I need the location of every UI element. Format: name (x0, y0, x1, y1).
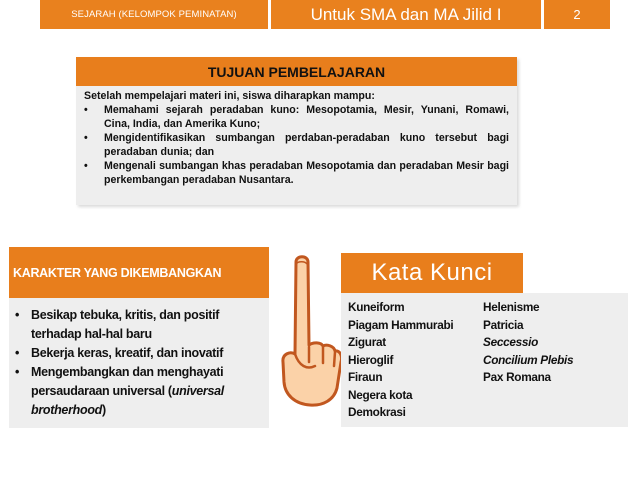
tujuan-panel (76, 57, 517, 205)
header-bar (40, 0, 610, 29)
keyword: Piagam Hammurabi (348, 317, 454, 332)
keyword: Patricia (483, 317, 524, 332)
kata-kunci-title: Kata Kunci (371, 259, 493, 286)
karakter-title: KARAKTER YANG DIKEMBANGKAN (13, 265, 222, 280)
keyword: Firaun (348, 370, 383, 384)
kata-kunci-right-column (483, 299, 573, 387)
keyword: Zigurat (348, 335, 386, 349)
bullet-icon: • (84, 104, 88, 116)
keyword: Seccessio (483, 335, 539, 349)
keyword: Pax Romana (483, 370, 551, 384)
tujuan-item: • Mengenali sumbangan khas peradaban Mesopotamia dan peradaban Mesir bagi perkembangan peradaban Nusantara. (84, 160, 509, 186)
karakter-title-bar (9, 247, 269, 298)
bullet-icon: • (15, 346, 20, 360)
karakter-list (9, 298, 269, 420)
tujuan-title: TUJUAN PEMBELAJARAN (207, 63, 386, 80)
keyword: Kuneiform (348, 300, 405, 314)
bullet-icon: • (84, 132, 88, 144)
karakter-panel (9, 298, 269, 428)
kata-kunci-panel (341, 293, 628, 427)
page-number: 2 (573, 7, 581, 22)
pointing-hand-icon (277, 250, 343, 408)
header-page-cell (544, 0, 610, 29)
tujuan-lead: Setelah mempelajari materi ini, siswa diharapkan mampu: (84, 90, 375, 102)
header-book-cell (271, 0, 541, 29)
header-book-title: Untuk SMA dan MA Jilid I (310, 4, 502, 24)
keyword: Helenisme (483, 300, 540, 314)
tujuan-item: • Mengidentifikasikan sumbangan perdaban-peradaban kuno tersebut bagi peradaban dunia; dan (84, 132, 509, 158)
keyword: Concilium Plebis (483, 352, 574, 367)
keyword: Negera kota (348, 387, 413, 402)
bullet-icon: • (84, 160, 88, 172)
kata-kunci-left-column (348, 299, 453, 422)
tujuan-body (76, 86, 517, 187)
karakter-item: • Mengembangkan dan menghayati persaudaraan universal (universal brotherhood) (15, 365, 224, 417)
bullet-icon: • (15, 308, 20, 322)
tujuan-item: • Memahami sejarah peradaban kuno: Mesopotamia, Mesir, Yunani, Romawi, Cina, India, dan Amerika Kuno; (84, 104, 509, 130)
keyword: Demokrasi (348, 405, 406, 419)
bullet-icon: • (15, 365, 20, 379)
kata-kunci-title-bar (341, 253, 523, 293)
tujuan-list (84, 103, 509, 187)
keyword: Hieroglif (348, 352, 394, 367)
header-subject: SEJARAH (KELOMPOK PEMINATAN) (71, 9, 237, 20)
tujuan-title-bar (76, 57, 517, 86)
karakter-item: • Besikap tebuka, kritis, dan positif terhadap hal-hal baru (15, 308, 220, 341)
header-subject-cell (40, 0, 268, 29)
karakter-item: • Bekerja keras, kreatif, dan inovatif (13, 344, 265, 363)
